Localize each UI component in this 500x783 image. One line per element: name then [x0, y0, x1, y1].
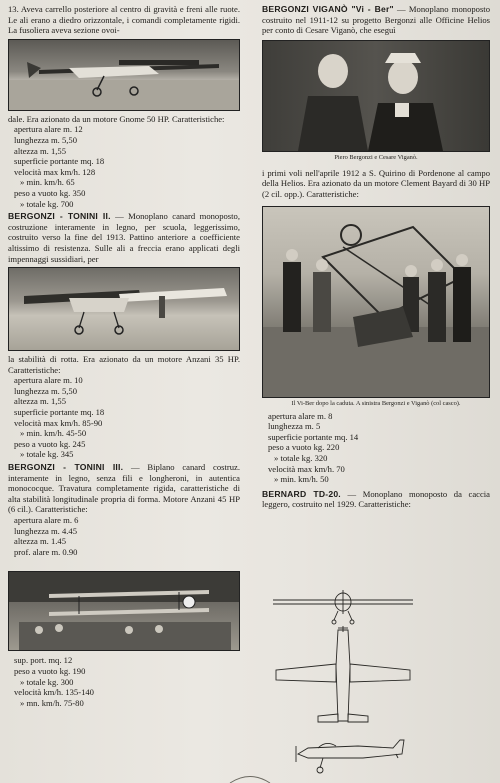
spec-line: altezza m. 1,55	[14, 145, 67, 156]
page-ornament	[228, 770, 272, 783]
spec-line: » min. km/h. 65	[20, 177, 75, 188]
spec-line: apertura alare m. 12	[14, 124, 83, 135]
spec-line: superficie portante mq. 14	[268, 431, 359, 442]
spec-line: » totale kg. 320	[274, 452, 328, 463]
spec-line: » min. km/h. 50	[274, 474, 329, 485]
spec-line: velocità max km/h. 128	[14, 166, 96, 177]
spec-line: prof. alare m. 0.90	[14, 546, 78, 557]
photo-portrait	[262, 40, 490, 152]
spec-line: » min. km/h. 45-50	[20, 428, 87, 439]
spec-line: peso a vuoto kg. 190	[14, 665, 86, 676]
canard-photo-illustration	[9, 268, 240, 350]
specs-list-2	[8, 375, 240, 460]
spec-line: » totale kg. 700	[20, 198, 74, 209]
specs-list-5	[262, 411, 490, 485]
specs-list-1	[8, 124, 240, 209]
spec-line: » mn. km/h. 75-80	[20, 697, 84, 708]
spec-line: lunghezza m. 5,50	[14, 134, 78, 145]
spec-line: apertura alare m. 6	[14, 515, 79, 525]
gnome-paragraph: dale. Era azionato da un motore Gnome 50 HP. Caratteristiche:	[8, 113, 225, 124]
spec-line: velocità km/h. 135-140	[14, 687, 94, 698]
spec-line: peso a vuoto kg. 350	[14, 187, 86, 198]
spec-line: velocità max km/h. 70	[268, 463, 345, 474]
crash-caption: Il Vi-Ber dopo la caduta. A sinistra Bergonzi e Viganò (col casco).	[291, 399, 461, 407]
specs-list-3	[8, 515, 240, 557]
tonini2-heading: BERGONZI - TONINI II.	[8, 211, 111, 222]
vigano-heading: BERGONZI VIGANÒ "Vi - Ber"	[262, 4, 394, 14]
right-column	[262, 4, 490, 510]
spec-line: peso a vuoto kg. 245	[14, 438, 86, 449]
left-column	[8, 4, 240, 708]
vigano-text: — Monoplano monoposto costruito nel 1911-12 su progetto Bergonzi alle Officine Helios per conto di Cesare Viganò, che eseguì	[262, 4, 490, 36]
spec-line: sup. port. mq. 12	[14, 655, 73, 666]
bernard-technical-drawing	[268, 586, 418, 776]
photo-crashed-viber	[262, 206, 490, 398]
bernard-paragraph	[262, 489, 490, 510]
spec-line: lunghezza m. 5	[268, 421, 321, 432]
tonini3-heading: BERGONZI - TONINI III.	[8, 462, 124, 473]
photo-monoplane-field	[8, 39, 240, 111]
spec-line: lunghezza m. 4.45	[14, 525, 78, 536]
spec-line: » totale kg. 300	[20, 676, 74, 687]
spec-line: altezza m. 1.45	[14, 536, 67, 547]
crash-photo-illustration	[263, 207, 490, 397]
tonini2-cont-paragraph: la stabilità di rotta. Era azionato da un motore Anzani 35 HP. Caratteristiche:	[8, 354, 240, 375]
spec-line: lunghezza m. 5,50	[14, 385, 78, 396]
tonini3-text: — Biplano canard costruz. interamente in legno, senza fili e longheroni, in autentica monococque. Travatura completamente rigida, caratteristiche di alta stabilità longitudinale propria di forma. Motore Anzani 45 HP (6 cil.). Caratteristiche:	[8, 462, 240, 515]
tonini3-paragraph	[8, 462, 240, 515]
spec-line: superficie portante mq. 18	[14, 156, 105, 167]
portrait-caption: Piero Bergonzi e Cesare Viganò.	[334, 153, 418, 161]
spec-line: velocità max km/h. 85-90	[14, 417, 103, 428]
bernard-text: — Monoplano monoposto da caccia leggero, costruito nel 1929. Caratteristiche:	[262, 488, 490, 510]
spec-line: altezza m. 1,55	[14, 396, 67, 407]
spec-line: peso a vuoto kg. 220	[268, 442, 340, 453]
photo-canard-monoplane	[8, 267, 240, 351]
tonini2-text: — Monoplano canard monoposto, costruzione interamente in legno, per scuola, leggerissimo, costruito verso la fine del 1913. Pattino anteriore a coefficiente altissimo di resistenza. Sulle ali a freccia erano applicati degli impennaggi sussidiari, per	[8, 211, 240, 264]
intro-paragraph: 13. Aveva carrello posteriore al centro di gravità e freni alle ruote. Le ali erano a diedro orizzontale, i comandi completamente rigidi. La fusoliera aveva sezione ovoi-	[8, 4, 240, 36]
spec-line: » totale kg. 345	[20, 449, 74, 460]
monoplane-photo-illustration	[9, 40, 240, 110]
vigano-cont-paragraph: i primi voli nell'aprile 1912 a S. Quirino di Pordenone al campo della Helios. Era azionato da un motore Clement Bayard di 30 HP (2 cil. opp.). Caratteristiche:	[262, 167, 490, 199]
portrait-illustration	[263, 41, 490, 151]
spec-line: apertura alare m. 8	[268, 410, 333, 421]
spec-line: apertura alare m. 10	[14, 375, 83, 386]
biplane-photo-illustration	[9, 572, 240, 650]
bernard-heading: BERNARD TD-20.	[262, 488, 341, 499]
photo-biplane-hangar	[8, 571, 240, 651]
specs-list-4	[8, 655, 240, 708]
tonini2-paragraph	[8, 211, 240, 264]
vigano-paragraph	[262, 4, 490, 36]
spec-line: superficie portante mq. 18	[14, 407, 105, 418]
